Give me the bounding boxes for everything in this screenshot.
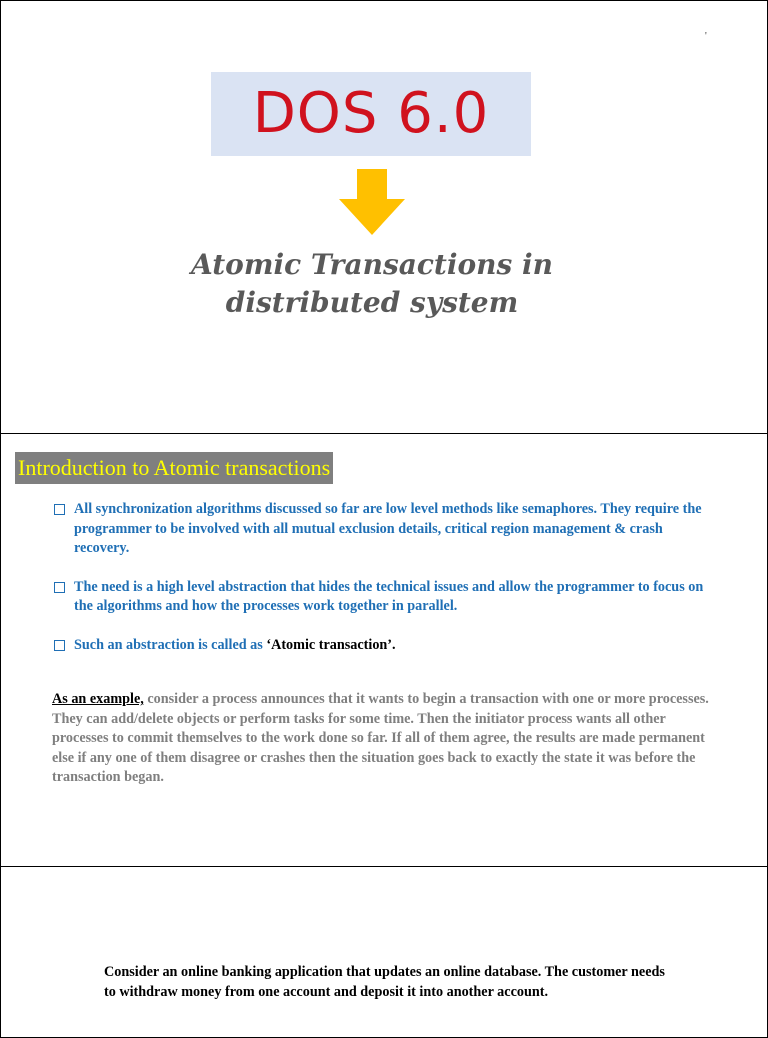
- slide-introduction: [0, 433, 768, 867]
- slide-example: [0, 866, 768, 1038]
- example-text: consider a process announces that it wants to begin a transaction with one or more processes. They can add/delete objects or perform tasks for some time. Then the initiator process wants all other processes to commit themselves to the work done so far. If all of them agree, the results are made permanent else if any one of them disagree or crashes then the situation goes back to exactly the state it was before the transaction began.: [52, 691, 709, 785]
- bullet-text: All synchronization algorithms discussed so far are low level methods like semaphores. They require the programmer to be involved with all mutual exclusion details, critical region management & crash recovery.: [74, 501, 702, 556]
- subtitle-line-2: distributed system: [225, 286, 519, 319]
- bullet-item: [51, 578, 711, 617]
- bullet-text: Such an abstraction is called as: [74, 636, 267, 653]
- bullet-item: [51, 500, 711, 559]
- arrow-down-shape: [339, 169, 405, 235]
- slide-heading: Introduction to Atomic transactions: [15, 452, 333, 484]
- bullet-text: The need is a high level abstraction that hides the technical issues and allow the programmer to focus on the algorithms and how the processes work together in parallel.: [74, 578, 704, 614]
- slide-title-text: DOS 6.0: [252, 81, 490, 146]
- checkbox-bullet-icon: [54, 640, 65, 651]
- bullet-item: [51, 636, 711, 656]
- slide-title: [0, 0, 768, 434]
- checkbox-bullet-icon: [54, 582, 65, 593]
- bullet-quote: ‘Atomic transaction’.: [266, 636, 396, 653]
- example-paragraph: [52, 690, 712, 788]
- slide-subtitle: [101, 246, 643, 322]
- arrow-down-icon: [337, 167, 407, 237]
- example-lead: As an example,: [52, 691, 144, 707]
- bullet-list: [51, 500, 711, 655]
- title-box: [211, 72, 531, 156]
- subtitle-line-1: Atomic Transactions in: [190, 248, 554, 281]
- checkbox-bullet-icon: [54, 504, 65, 515]
- page-mark: ': [705, 31, 707, 42]
- banking-example-paragraph: Consider an online banking application that updates an online database. The customer needs to withdraw money from one account and deposit it into another account.: [104, 964, 665, 1000]
